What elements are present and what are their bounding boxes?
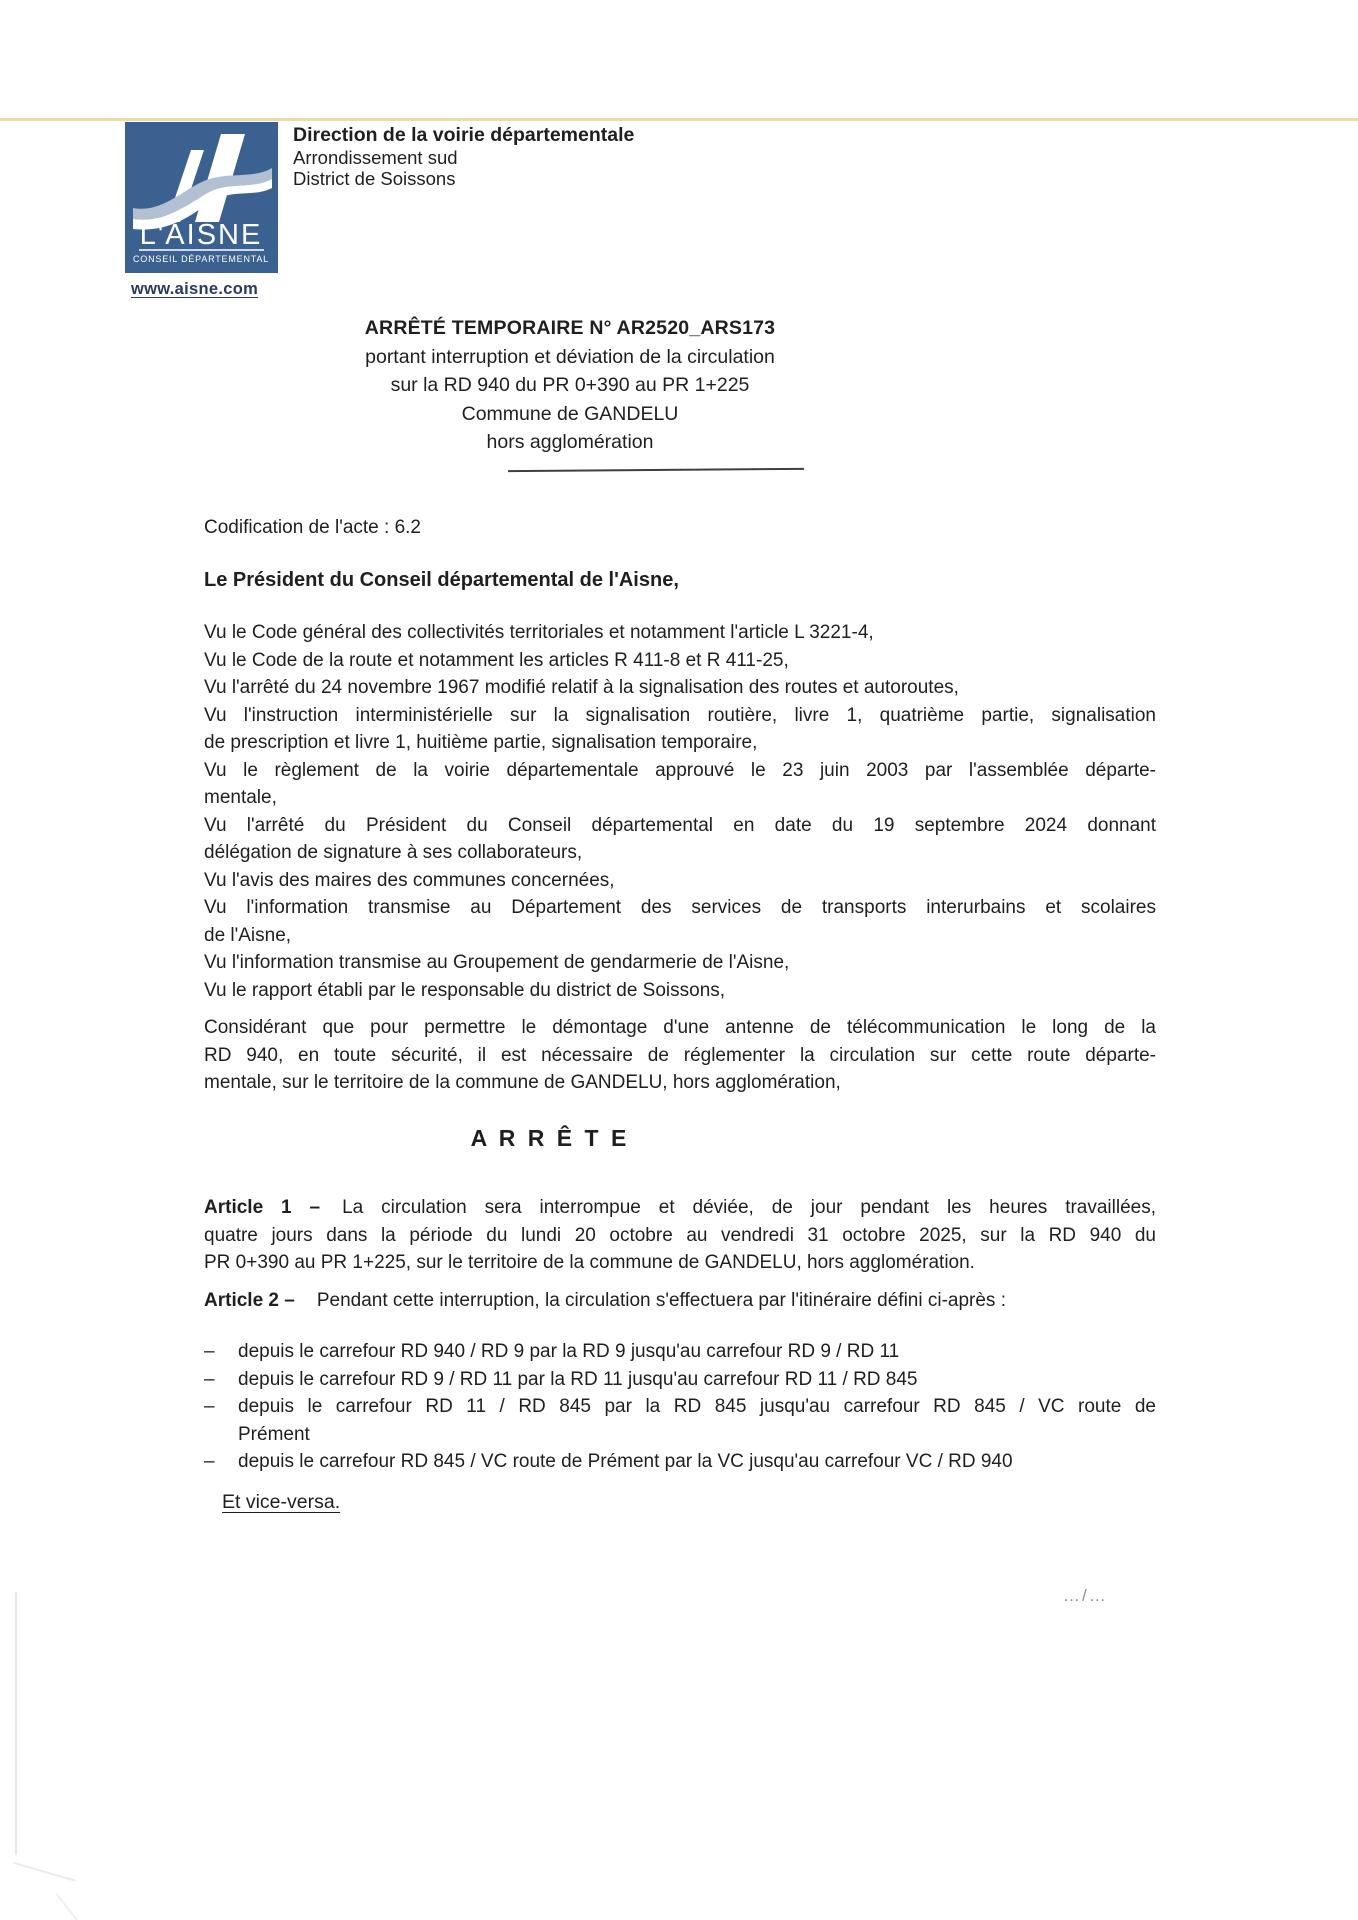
text-line: depuis le carrefour RD 9 / RD 11 par la RD 11 jusqu'au carrefour RD 11 / RD 845	[238, 1368, 918, 1390]
text-line: Considérant que pour permettre le démontage d'une antenne de télécommunication le long de la	[204, 1017, 1156, 1038]
text-line: mentale, sur le territoire de la commune de GANDELU, hors agglomération,	[204, 1072, 841, 1093]
title-subline-4: hors agglomération	[486, 431, 654, 453]
president-salutation: Le Président du Conseil départemental de l'Aisne,	[204, 569, 679, 591]
detour-text	[238, 1448, 1156, 1476]
text-line: de prescription et livre 1, huitième partie, signalisation temporaire,	[204, 732, 758, 753]
text-line: Vu l'arrêté du Président du Conseil départemental en date du 19 septembre 2024 donnant	[204, 814, 1156, 836]
vu-paragraph	[204, 894, 1156, 949]
detour-item	[204, 1393, 1156, 1448]
text-line: Vu l'arrêté du 24 novembre 1967 modifié relatif à la signalisation des routes et autoroutes,	[204, 677, 959, 698]
text-line: RD 940, en toute sécurité, il est nécessaire de réglementer la circulation sur cette route départe-	[204, 1044, 1156, 1066]
text-line: Article 1 – La circulation sera interrompue et déviée, de jour pendant les heures travaillées,	[204, 1197, 1157, 1218]
department-arrondissement: Arrondissement sud	[293, 146, 458, 168]
arrete-heading: A R R Ê T E	[470, 1125, 630, 1151]
vu-paragraph	[204, 647, 1156, 675]
continuation-mark: …/…	[1063, 1586, 1108, 1605]
vu-paragraph	[204, 674, 1156, 702]
text-line: Article 2 – Pendant cette interruption, la circulation s'effectuera par l'itinéraire défini ci-après :	[204, 1290, 1006, 1311]
vu-paragraph	[204, 977, 1156, 1005]
vu-paragraph	[204, 619, 1156, 647]
title-subline-2: sur la RD 940 du PR 0+390 au PR 1+225	[390, 374, 750, 396]
article-2	[204, 1287, 1156, 1315]
detour-item	[204, 1448, 1156, 1476]
text-line: PR 0+390 au PR 1+225, sur le territoire de la commune de GANDELU, hors agglomération.	[204, 1252, 975, 1273]
website-url: www.aisne.com	[131, 280, 259, 298]
text-line: mentale,	[204, 787, 277, 808]
text-line: délégation de signature à ses collaborateurs,	[204, 842, 583, 863]
text-line: Vu l'information transmise au Département des services de transports interurbains et scolaires	[204, 897, 1156, 918]
title-separator-rule	[508, 468, 804, 472]
document-title: ARRÊTÉ TEMPORAIRE N° AR2520_ARS173	[364, 317, 776, 339]
logo-subtitle: CONSEIL DÉPARTEMENTAL	[133, 254, 269, 264]
detour-text	[238, 1338, 1156, 1366]
text-line: depuis le carrefour RD 11 / RD 845 par la RD 845 jusqu'au carrefour RD 845 / VC route de	[238, 1396, 1156, 1417]
text-line: Vu l'information transmise au Groupement de gendarmerie de l'Aisne,	[204, 952, 790, 973]
text-line: Vu le règlement de la voirie départementale approuvé le 23 juin 2003 par l'assemblée départe-	[204, 759, 1156, 781]
codification-line: Codification de l'acte : 6.2	[204, 517, 421, 538]
scan-artifact-line	[15, 1592, 17, 1855]
vu-paragraph	[204, 757, 1156, 812]
scan-artifact-line	[55, 1893, 78, 1920]
dash-bullet: –	[204, 1451, 215, 1472]
detour-item	[204, 1366, 1156, 1394]
detour-text	[238, 1366, 1156, 1394]
text-line: Vu le Code général des collectivités territoriales et notamment l'article L 3221-4,	[204, 622, 874, 643]
text-line: depuis le carrefour RD 940 / RD 9 par la RD 9 jusqu'au carrefour RD 9 / RD 11	[238, 1341, 900, 1362]
department-district: District de Soissons	[293, 168, 456, 189]
detour-text	[238, 1393, 1156, 1448]
vu-recitals	[204, 619, 1156, 1004]
title-subline-3: Commune de GANDELU	[461, 402, 679, 425]
detour-item	[204, 1338, 1156, 1366]
text-line: Prément	[238, 1423, 310, 1445]
text-line: Vu l'instruction interministérielle sur la signalisation routière, livre 1, quatrième partie, signalisation	[204, 704, 1156, 726]
detour-itinerary-list	[204, 1338, 1156, 1476]
vu-paragraph	[204, 812, 1156, 867]
vu-paragraph	[204, 702, 1156, 757]
text-line: Vu le rapport établi par le responsable du district de Soissons,	[204, 979, 726, 1001]
dash-bullet: –	[204, 1341, 215, 1362]
department-direction: Direction de la voirie départementale	[293, 124, 635, 146]
article-1	[204, 1194, 1156, 1277]
article-label: Article 1 –	[204, 1197, 321, 1218]
vice-versa-note: Et vice-versa.	[222, 1491, 341, 1513]
text-line: Vu le Code de la route et notamment les articles R 411-8 et R 411-25,	[204, 649, 789, 671]
dash-bullet: –	[204, 1368, 215, 1390]
dash-bullet: –	[204, 1396, 215, 1417]
considerant-paragraph	[204, 1014, 1156, 1097]
logo-wordmark: L'AISNE	[139, 219, 263, 251]
scan-artifact-line	[13, 1862, 75, 1882]
department-header	[293, 125, 634, 190]
article-label: Article 2 –	[204, 1290, 295, 1311]
vu-paragraph	[204, 867, 1156, 895]
text-line: Vu l'avis des maires des communes concernées,	[204, 869, 615, 891]
vu-paragraph	[204, 949, 1156, 977]
aisne-logo	[125, 122, 278, 273]
header-yellow-rule	[0, 118, 1358, 121]
text-line: quatre jours dans la période du lundi 20 octobre au vendredi 31 octobre 2025, sur la RD 940 du	[204, 1224, 1156, 1246]
document-title-block	[185, 314, 955, 457]
text-line: depuis le carrefour RD 845 / VC route de Prément par la VC jusqu'au carrefour VC / RD 940	[238, 1451, 1013, 1472]
text-line: de l'Aisne,	[204, 924, 292, 946]
title-subline-1: portant interruption et déviation de la circulation	[365, 345, 775, 368]
